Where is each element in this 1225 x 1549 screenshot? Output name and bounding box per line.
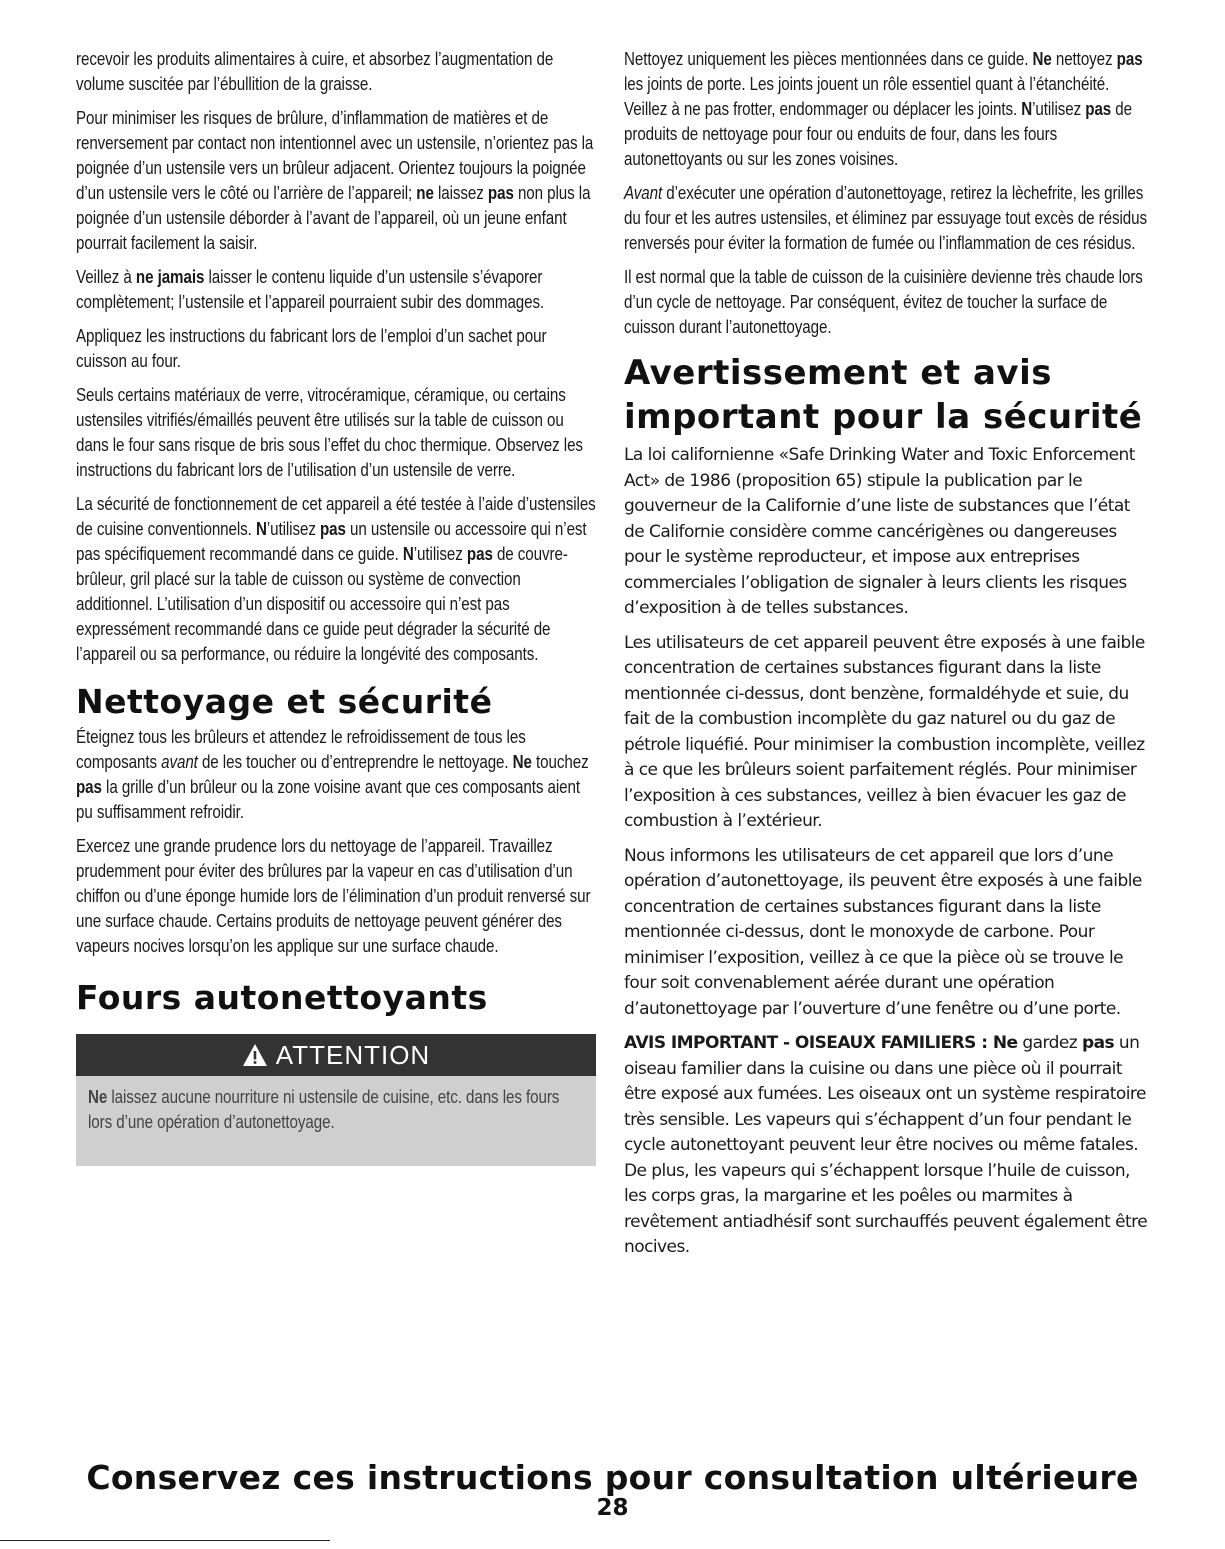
text-run: Il est normal que la table de cuisson de la cuisinière devienne très chaude lors d’un cycle de nettoyage. Par conséquent, évitez de toucher la surface de cuisson durant l’autonettoyage.	[624, 266, 1143, 337]
text-run: non plus la poignée d’un ustensile déborder à l’avant de l’appareil, où un jeune enfant pourrait facilement la saisir.	[76, 182, 591, 253]
bold-text: AVIS IMPORTANT - OISEAUX FAMILIERS : Ne	[624, 1033, 1018, 1053]
text-run: laissez	[433, 182, 488, 203]
right-column	[624, 46, 1154, 1270]
footer-title: Conservez ces instructions pour consultation ultérieure	[86, 1458, 1139, 1497]
bold-text: pas	[466, 543, 493, 564]
text-run: ’utilisez	[266, 518, 320, 539]
italic-text: Avant	[624, 182, 663, 203]
text-run: Nettoyez uniquement les pièces mentionnées dans ce guide.	[624, 48, 1033, 69]
paragraph	[76, 264, 596, 314]
text-run: de produits de nettoyage pour four ou enduits de four, dans les fours autonettoyants ou sur les zones voisines.	[624, 98, 1133, 169]
left-intro-section	[76, 46, 596, 666]
bold-text: N	[402, 543, 414, 564]
text-run: ’utilisez	[413, 543, 467, 564]
paragraph	[624, 844, 1154, 1023]
paragraph	[76, 724, 596, 824]
paragraph	[76, 323, 596, 373]
attention-text	[88, 1084, 586, 1134]
italic-text: avant	[161, 751, 198, 772]
nettoyage-section	[76, 724, 596, 958]
bottom-rule	[0, 1540, 330, 1541]
paragraph	[624, 631, 1154, 835]
text-run: laisser le contenu liquide d’un ustensile s’évaporer complètement; l’ustensile et l’appareil pourraient subir des dommages.	[76, 266, 545, 312]
text-run: laissez aucune nourriture ni ustensile de cuisine, etc. dans les fours lors d’une opération d’autonettoyage.	[88, 1086, 560, 1132]
paragraph	[76, 46, 596, 96]
text-run: un oiseau familier dans la cuisine ou dans une pièce où il pourrait être exposé aux fumées. Les oiseaux ont un système respiratoire très sensible. Les vapeurs qui s’échappent d’un four pendant le cycle autonettoyant peuvent leur être nocives ou même fatales. De plus, les vapeurs qui s’échappent lorsque l’huile de cuisson, les corps gras, la margarine et les poêles ou marmites à revêtement antiadhésif sont surchauffés peuvent également être nocives.	[624, 1033, 1148, 1257]
text-run: de les toucher ou d’entreprendre le nettoyage.	[197, 751, 513, 772]
text-run: recevoir les produits alimentaires à cuire, et absorbez l’augmentation de volume suscitée par l’ébullition de la graisse.	[76, 48, 554, 94]
bold-text: Ne	[88, 1086, 108, 1107]
text-run: Seuls certains matériaux de verre, vitrocéramique, céramique, ou certains ustensiles vitrifiés/émaillés peuvent être utilisés sur la table de cuisson ou dans le four sans risque de bris sous l’effet du choc thermique. Observez les instructions du fabricant lors de l’utilisation d’un ustensile de verre.	[76, 384, 583, 480]
text-run: ’utilisez	[1032, 98, 1086, 119]
bold-text: pas	[487, 182, 514, 203]
text-run: La loi californienne «Safe Drinking Water and Toxic Enforcement Act» de 1986 (proposition 65) stipule la publication par le gouverneur de la Californie d’une liste de substances que l’état de Californie considère comme cancérigènes ou dangereuses pour le système reproducteur, et impose aux entreprises commerciales l’obligation de signaler à leurs clients les risques d’exposition à de telles substances.	[624, 445, 1135, 618]
text-run: La sécurité de fonctionnement de cet appareil a été testée à l’aide d’ustensiles de cuisine conventionnels.	[76, 493, 596, 539]
page-number: 28	[596, 1495, 629, 1521]
text-run: Les utilisateurs de cet appareil peuvent être exposés à une faible concentration de certaines substances figurant dans la liste mentionnée ci-dessus, dont benzène, formaldéhyde et suie, du fait de la combustion incomplète du gaz naturel ou du gaz de pétrole liquéfié. Pour minimiser la combustion incomplète, veillez à ce que les brûleurs soient parfaitement réglés. Pour minimiser l’exposition à ces substances, veillez à bien évacuer les gaz de combustion à l’extérieur.	[624, 632, 1145, 831]
bold-text: pas	[76, 776, 102, 797]
paragraph	[76, 105, 596, 255]
text-run: Exercez une grande prudence lors du nettoyage de l’appareil. Travaillez prudemment pour éviter des brûlures par la vapeur en cas d’utilisation d’un chiffon ou d’une éponge humide lors de l’élimination d’un produit renversé sur une surface chaude. Certains produits de nettoyage peuvent générer des vapeurs nocives lorsqu’on les applique sur une surface chaude.	[76, 835, 591, 956]
heading-nettoyage-securite: Nettoyage et sécurité	[76, 682, 493, 721]
heading-fours-autonettoyants: Fours autonettoyants	[76, 978, 488, 1017]
bold-text: pas	[1116, 48, 1143, 69]
paragraph	[76, 833, 596, 958]
avertissement-section	[624, 443, 1154, 1261]
bold-text: pas	[1081, 1033, 1115, 1053]
paragraph	[624, 46, 1154, 171]
paragraph	[76, 491, 596, 666]
bold-text: pas	[319, 518, 346, 539]
text-run: Pour minimiser les risques de brûlure, d’inflammation de matières et de renversement par contact non intentionnel avec un ustensile, n’orientez pas la poignée d’un ustensile vers un brûleur adjacent. Orientez toujours la poignée d’un ustensile vers le côté ou l’arrière de l’appareil;	[76, 107, 594, 203]
attention-box	[76, 1034, 596, 1166]
text-run: nettoyez	[1051, 48, 1117, 69]
paragraph	[624, 1031, 1154, 1261]
text-run: Éteignez tous les brûleurs et attendez le refroidissement de tous les composants	[76, 726, 526, 772]
bold-text: N	[1021, 98, 1033, 119]
heading-avertissement-securite: Avertissement et avis important pour la sécurité	[624, 353, 1143, 437]
attention-body	[76, 1076, 596, 1166]
text-run: de couvre-brûleur, gril placé sur la table de cuisson ou système de convection additionnel. L’utilisation d’un dispositif ou accessoire qui n’est pas expressément recommandé dans ce guide peut dégrader la sécurité de l’appareil ou sa performance, ou réduire la longévité des composants.	[76, 543, 568, 664]
paragraph	[624, 443, 1154, 622]
bold-text: Ne	[512, 751, 532, 772]
attention-title: ATTENTION	[275, 1039, 431, 1070]
paragraph	[624, 180, 1154, 255]
text-run: Nous informons les utilisateurs de cet appareil que lors d’une opération d’autonettoyage, ils peuvent être exposés à une faible concentration de certaines substances figurant dans la liste mentionnée ci-dessus, dont le monoxyde de carbone. Pour minimiser l’exposition, veillez à ce que la pièce où se trouve le four soit convenablement aérée durant une opération d’autonettoyage par l’ouverture d’une fenêtre ou d’une porte.	[624, 845, 1142, 1019]
text-run: gardez	[1017, 1033, 1082, 1053]
text-run: un ustensile ou accessoire qui n’est pas spécifiquement recommandé dans ce guide.	[76, 518, 587, 564]
warning-triangle-icon	[242, 1043, 268, 1067]
text-run: Appliquez les instructions du fabricant lors de l’emploi d’un sachet pour cuisson au four.	[76, 325, 547, 371]
paragraph	[624, 264, 1154, 339]
bold-text: ne	[416, 182, 434, 203]
right-intro-section	[624, 46, 1154, 339]
text-run: la grille d’un brûleur ou la zone voisine avant que ces composants aient pu suffisamment refroidir.	[76, 776, 580, 822]
bold-text: Ne	[1032, 48, 1052, 69]
text-run: Veillez à	[76, 266, 136, 287]
text-run: d’exécuter une opération d’autonettoyage, retirez la lèchefrite, les grilles du four et les autres ustensiles, et éliminez par essuyage tout excès de résidus renversés pour éviter la formation de fumée ou l’inflammation de ces résidus.	[624, 182, 1147, 253]
attention-header	[76, 1034, 596, 1076]
bold-text: pas	[1085, 98, 1112, 119]
text-run: les joints de porte. Les joints jouent un rôle essentiel quant à l’étanchéité. Veillez à ne pas frotter, endommager ou déplacer les joints.	[624, 73, 1110, 119]
paragraph	[76, 382, 596, 482]
left-column	[76, 46, 596, 1166]
text-run: touchez	[531, 751, 589, 772]
bold-text: N	[255, 518, 267, 539]
bold-text: ne jamais	[135, 266, 205, 287]
